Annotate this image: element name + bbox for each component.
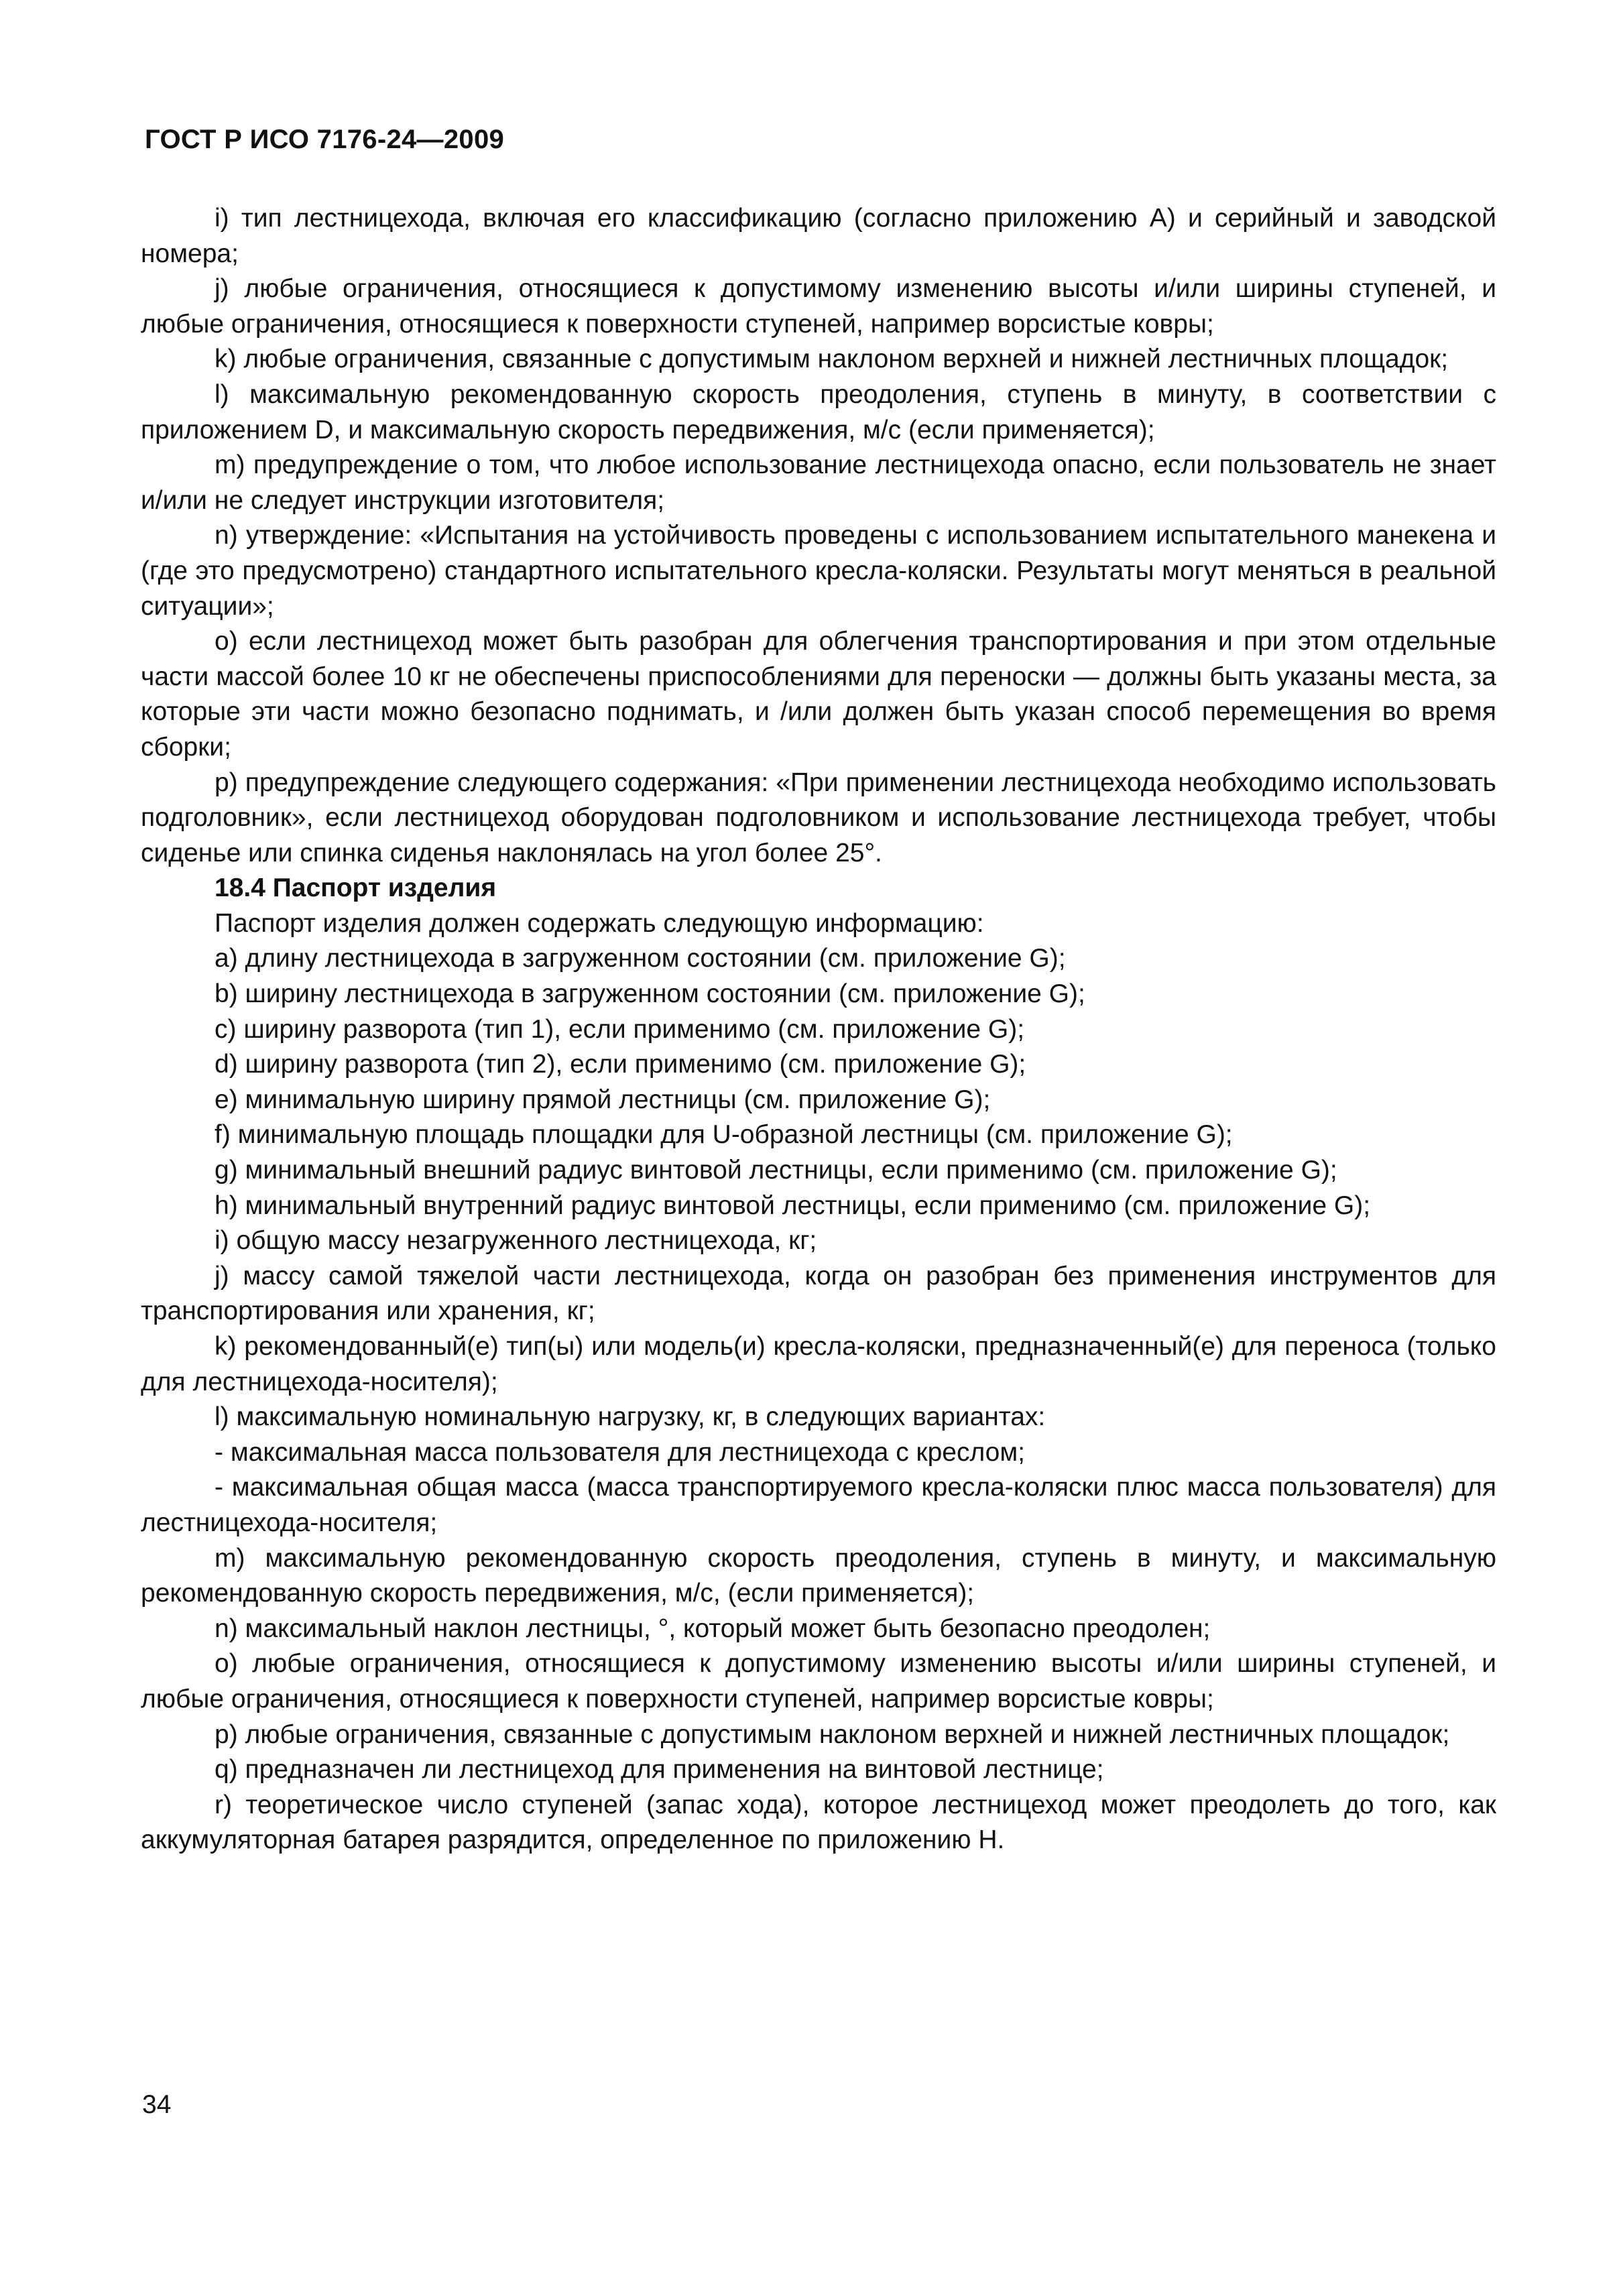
list-item: p) предупреждение следующего содержания: «При применении лестницехода необходимо использовать подголовник», если лестницеход оборудован подголовником и использование лестницехода требует, чтобы сиденье или спинка сиденья наклонялась на угол более 25°. — [141, 768, 1496, 867]
list-item: b) ширину лестницехода в загруженном состоянии (см. приложение G); — [215, 979, 1085, 1009]
list-item: r) теоретическое число ступеней (запас хода), которое лестницеход может преодолеть до того, как аккумуляторная батарея разрядится, определенное по приложению H. — [141, 1790, 1496, 1855]
list-item: c) ширину разворота (тип 1), если применимо (см. приложение G); — [215, 1014, 1025, 1044]
section-heading: 18.4 Паспорт изделия — [215, 873, 497, 903]
list-item: d) ширину разворота (тип 2), если применимо (см. приложение G); — [215, 1050, 1026, 1079]
list-item: h) минимальный внутренний радиус винтовой лестницы, если применимо (см. приложение G); — [215, 1191, 1371, 1220]
list-item: m) максимальную рекомендованную скорость преодоления, ступень в минуту, и максимальную рекомендованную скорость передвижения, м/с, (если применяется); — [141, 1543, 1496, 1608]
list-item: n) максимальный наклон лестницы, °, который может быть безопасно преодолен; — [215, 1614, 1211, 1643]
list-item: p) любые ограничения, связанные с допустимым наклоном верхней и нижней лестничных площадок; — [215, 1719, 1450, 1749]
list-item: j) массу самой тяжелой части лестницехода, когда он разобран без применения инструментов для транспортирования или хранения, кг; — [141, 1261, 1496, 1326]
document-body — [141, 201, 1496, 1858]
document-header: ГОСТ Р ИСО 7176-24—2009 — [145, 125, 505, 154]
intro-paragraph: Паспорт изделия должен содержать следующую информацию: — [215, 908, 984, 938]
list-item: a) длину лестницехода в загруженном состоянии (см. приложение G); — [215, 944, 1066, 973]
list-item: j) любые ограничения, относящиеся к допустимому изменению высоты и/или ширины ступеней, и любые ограничения, относящиеся к поверхности ступеней, например ворсистые ковры; — [141, 274, 1496, 339]
list-item: - максимальная масса пользователя для лестницехода с креслом; — [215, 1437, 1026, 1467]
list-item: o) любые ограничения, относящиеся к допустимому изменению высоты и/или ширины ступеней, и любые ограничения, относящиеся к поверхности ступеней, например ворсистые ковры; — [141, 1649, 1496, 1713]
list-item: k) любые ограничения, связанные с допустимым наклоном верхней и нижней лестничных площадок; — [215, 345, 1449, 374]
list-item: q) предназначен ли лестницеход для применения на винтовой лестнице; — [215, 1755, 1104, 1785]
list-item: k) рекомендованный(е) тип(ы) или модель(и) кресла-коляски, предназначенный(е) для переноса (только для лестницехода-носителя); — [141, 1332, 1496, 1396]
list-item: - максимальная общая масса (масса транспортируемого кресла-коляски плюс масса пользователя) для лестницехода-носителя; — [141, 1473, 1496, 1537]
list-item: f) минимальную площадь площадки для U-образной лестницы (см. приложение G); — [215, 1120, 1233, 1150]
page-number: 34 — [142, 2090, 172, 2119]
list-item: o) если лестницеход может быть разобран для облегчения транспортирования и при этом отдельные части массой более 10 кг не обеспечены приспособлениями для переноски — должны быть указаны места, за которые эти части можно безопасно поднимать, и /или должен быть указан способ перемещения во время сборки; — [141, 627, 1496, 762]
list-item: e) минимальную ширину прямой лестницы (см. приложение G); — [215, 1085, 991, 1114]
list-item: l) максимальную рекомендованную скорость преодоления, ступень в минуту, в соответствии с приложением D, и максимальную скорость передвижения, м/с (если применяется); — [141, 379, 1496, 444]
list-item: n) утверждение: «Испытания на устойчивость проведены с использованием испытательного манекена и (где это предусмотрено) стандартного испытательного кресла-коляски. Результаты могут меняться в реальной ситуации»; — [141, 521, 1496, 621]
list-item: m) предупреждение о том, что любое использование лестницехода опасно, если пользователь не знает и/или не следует инструкции изготовителя; — [141, 450, 1496, 515]
list-item: i) тип лестницехода, включая его классификацию (согласно приложению А) и серийный и заводской номера; — [141, 204, 1496, 268]
list-item: l) максимальную номинальную нагрузку, кг, в следующих вариантах: — [215, 1402, 1046, 1432]
list-item: i) общую массу незагруженного лестницехода, кг; — [215, 1226, 817, 1256]
list-item: g) минимальный внешний радиус винтовой лестницы, если применимо (см. приложение G); — [215, 1156, 1337, 1185]
